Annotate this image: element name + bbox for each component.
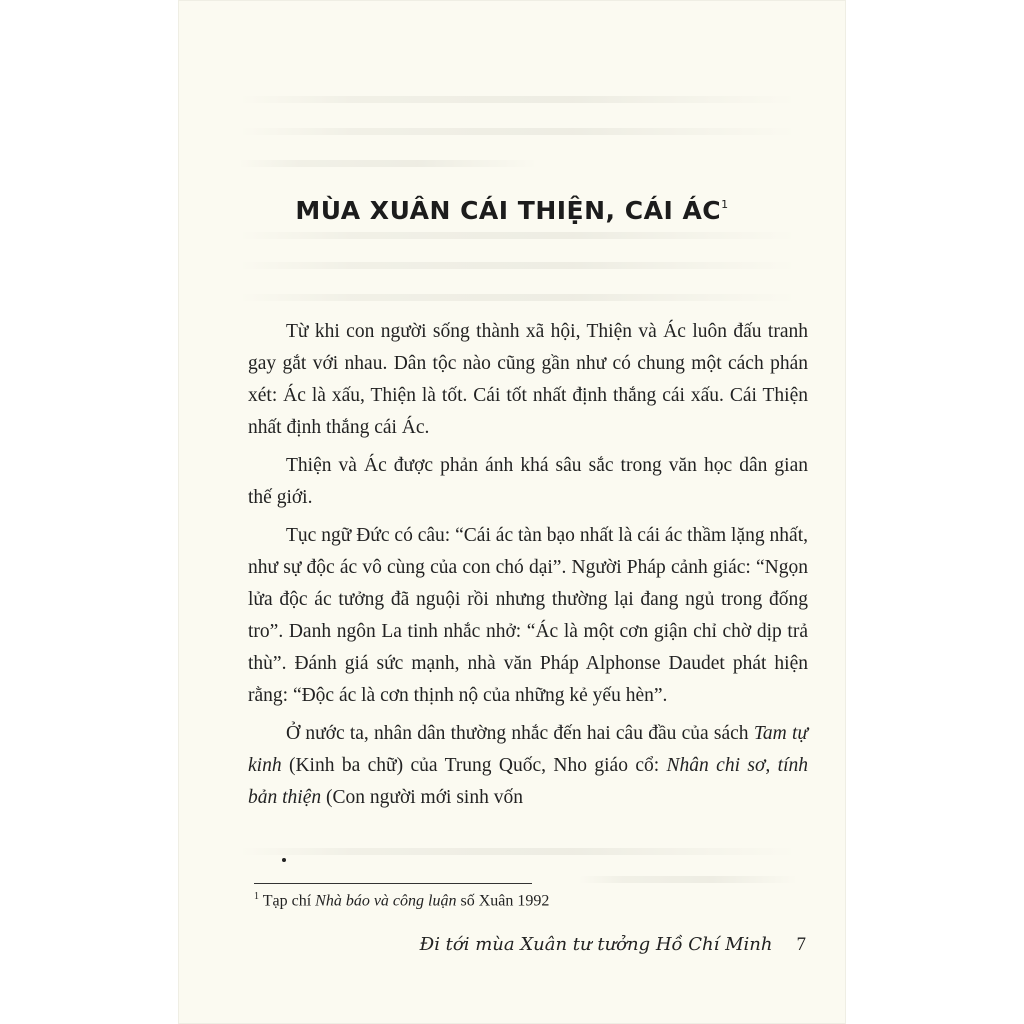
running-footer xyxy=(420,934,806,956)
page-number: 7 xyxy=(796,934,806,955)
paragraph-4: Ở nước ta, nhân dân thường nhắc đến hai câu đầu của sách Tam tự kinh (Kinh ba chữ) của Trung Quốc, Nho giáo cổ: Nhân chi sơ, tính bản thiện (Con người mới sinh vốn xyxy=(248,723,808,808)
paragraph-1: Từ khi con người sống thành xã hội, Thiện và Ác luôn đấu tranh gay gắt với nhau. Dân tộc nào cũng gần như có chung một cách phán xét: Ác là xấu, Thiện là tốt. Cái tốt nhất định thắng cái xấu. Cái Thiện nhất định thắng cái Ác. xyxy=(248,321,808,438)
paragraph-3: Tục ngữ Đức có câu: “Cái ác tàn bạo nhất là cái ác thầm lặng nhất, như sự độc ác vô cùng của con chó dại”. Người Pháp cảnh giác: “Ngọn lửa độc ác tưởng đã nguội rồi nhưng thường lại đang ngủ trong đống tro”. Danh ngôn La tinh nhắc nhở: “Ác là một cơn giận chỉ chờ dịp trả thù”. Đánh giá sức mạnh, nhà văn Pháp Alphonse Daudet phát hiện rằng: “Độc ác là cơn thịnh nộ của những kẻ yếu hèn”. xyxy=(248,525,808,706)
footnote-mark: 1 xyxy=(254,891,259,902)
bleed-through-line xyxy=(238,294,798,301)
chapter-title: MÙA XUÂN CÁI THIỆN, CÁI $ÁC^1$ xyxy=(295,196,729,225)
quote-nhan-chi-so: Nhân chi sơ, tính bản thiện xyxy=(248,755,808,808)
book-page xyxy=(178,0,846,1024)
bleed-through-line xyxy=(238,232,798,239)
bleed-through-line xyxy=(238,128,798,135)
title-footnote-mark: 1 xyxy=(721,198,729,211)
bleed-through-line xyxy=(238,96,798,103)
footnote-divider xyxy=(254,883,532,884)
paragraph-2: Thiện và Ác được phản ánh khá sâu sắc trong văn học dân gian thế giới. xyxy=(248,455,808,508)
ink-dot xyxy=(282,858,286,862)
running-book-title: Đi tới mùa Xuân tư tưởng Hồ Chí Minh xyxy=(419,934,773,955)
footnote-journal-title: Nhà báo và công luận xyxy=(315,892,457,910)
body-text xyxy=(248,316,808,820)
bleed-through-line xyxy=(578,876,798,883)
bleed-through-line xyxy=(238,262,798,269)
book-title-tam-tu-kinh: Tam tự kinh xyxy=(248,723,808,776)
footnote: $^1$ Tạp chí Nhà báo và công luận số Xuân 1992 xyxy=(254,891,550,910)
bleed-through-line xyxy=(238,160,538,167)
bleed-through-line xyxy=(238,848,798,855)
